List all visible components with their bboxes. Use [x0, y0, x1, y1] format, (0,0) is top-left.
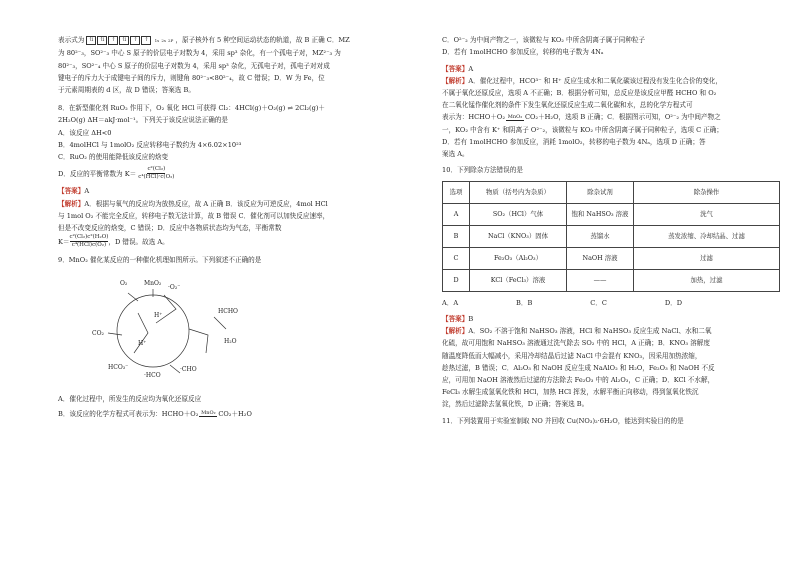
diagram-label-o2: O₂	[120, 279, 128, 287]
q9-expl-6: D．若有 1molHCHO 参加反应，消耗 1molO₂，转移的电子数为 4Nₐ，选项 D 正确；答	[442, 137, 706, 146]
diagram-label-cho: ·CHO	[180, 365, 197, 373]
reaction-arrow-line	[199, 416, 217, 417]
q9-expl-1: A．催化过程中，HCO³⁻ 和 H⁺ 反应生成水和二氧化碳该过程没有发生化合价的变化，	[468, 76, 722, 85]
q10-expl-3: 随温度降低而大幅减小，采用冷却结晶后过滤 NaCl 中会混有 KNO₃，因采用加热浓缩，	[442, 351, 702, 360]
q10-expl-1: A．SO₂ 不溶于饱和 NaHSO₃ 溶液，HCl 和 NaHSO₃ 反应生成 NaCl、水和二氧	[468, 327, 712, 336]
orbital-label-2s: 2s	[161, 38, 166, 44]
question-8	[58, 102, 398, 181]
table-cell: NaCl（KNO₃）固体	[470, 225, 567, 247]
q10-expl-6: FeCl₃ 水解生成氢氧化铁和 HCl，加热 HCl 挥发，水解平衡正向移动，得到氢氧化铁沉	[442, 388, 699, 397]
table-cell: KCl（FeCl₃）溶液	[470, 269, 567, 291]
table-row	[443, 269, 780, 291]
table-cell: ——	[567, 269, 634, 291]
answer-value: A	[468, 64, 474, 73]
q8-expl-fraction-numerator: c²(Cl₂)c²(H₂O)	[69, 234, 109, 241]
q8-option-b: B．4molHCl 与 1molO₂ 反应转移电子数约为 4×6.02×10²³	[58, 140, 242, 149]
impurity-removal-table	[442, 181, 780, 292]
table-header-cell: 选项	[443, 181, 470, 203]
q9-catalyst-label: MnO₂	[201, 410, 216, 417]
q9-option-a: A．催化过程中，所发生的反应均为氧化还原反应	[58, 394, 202, 403]
q9-expl-4-pre: 表示为：HCHO＋O₂	[442, 113, 505, 122]
q8-fraction	[138, 166, 174, 181]
q10-expl-5: 应，可用加 NaOH 溶液然后过滤的方法除去 Fe₂O₃ 中的 Al₂O₃，C 正确；D．KCl 不水解，	[442, 376, 715, 385]
q9-expl-3: 在二氧化锰作催化剂的条件下发生氧化还原反应生成二氧化碳和水，总的化学方程式可	[442, 101, 693, 110]
arrow-co2	[108, 333, 122, 335]
q9-expl-5: 一，KO₂ 中含有 K⁺ 和阴离子 O²⁻₂，该微粒与 KO₂ 中所含阴离子属于同种粒子，选项 C 正确；	[442, 125, 723, 134]
q10-expl-2: 化硫，故可用饱和 NaHSO₃ 溶液通过洗气除去 SO₂ 中的 HCl，A 正确；B．KNO₃ 溶解度	[442, 339, 710, 348]
right-column	[442, 34, 782, 431]
q9-expl-catalyst-arrow	[506, 114, 524, 124]
q9-answer	[442, 63, 782, 161]
arrow-inner	[134, 313, 148, 353]
table-cell: 饱和 NaHSO₃ 溶液	[567, 203, 634, 225]
q8-expl-4	[58, 234, 169, 249]
q10-option-d: D．D	[664, 298, 682, 307]
table-cell: NaOH 溶液	[567, 247, 634, 269]
intro-text-2: 为 80²⁻₃，SO²⁻₃ 中心 S 原子的价层电子对数为 4，采用 sp³ 杂化，有一个孤电子对，MZ²⁻₃ 为	[58, 49, 341, 58]
reaction-arrow-line	[506, 120, 524, 121]
table-cell: 过滤	[634, 247, 780, 269]
orbital-cell: ⇅	[86, 36, 96, 45]
q8-expl-2: 与 1mol O₂ 不能完全反应，转移电子数无法计算，故 B 错误 C．催化剂可以加快反应速率，	[58, 211, 330, 220]
q10-expl-4: 趁热过滤，B 错误；C．Al₂O₃ 和 NaOH 反应生成 NaAlO₂ 和 H₂O，Fe₂O₃ 和 NaOH 不反	[442, 363, 715, 372]
q9-expl-2: 不属于氧化还原反应，选项 A 不正确；B．根据分析可知，总反应是该反应甲醛 HCHO 和 O₂	[442, 89, 717, 97]
answer-value: B	[468, 315, 474, 323]
table-cell: Fe₂O₃（Al₂O₃）	[470, 247, 567, 269]
question-9-stem: 9．MnO₂ 催化某反应的一种催化机理如图所示。下列叙述不正确的是	[58, 256, 262, 265]
intro-text-1b: ，原子核外有 5 种空间运动状态的轨道，故 B 正确 C．MZ	[175, 36, 350, 45]
explanation-tag: 【解析】	[442, 76, 469, 85]
q9-options-right	[442, 34, 782, 58]
table-row	[443, 247, 780, 269]
arrow-hcho-in	[214, 317, 226, 329]
table-row	[443, 203, 780, 225]
q9-expl-catalyst-label: MnO₂	[507, 113, 523, 120]
table-header-row	[443, 181, 780, 203]
orbital-cell: ↑	[130, 36, 140, 45]
q9-option-c: C．O²⁻₂ 为中间产物之一，该微粒与 KO₂ 中所含阴离子属于同种粒子	[442, 36, 646, 44]
explanation-tag: 【解析】	[58, 199, 85, 208]
table-cell: 洗气	[634, 203, 780, 225]
table-cell: 蒸馏水	[567, 225, 634, 247]
diagram-label-hco3: HCO₃⁻	[108, 363, 129, 371]
diagram-label-co2: CO₂	[92, 329, 104, 337]
q10-answer	[442, 313, 782, 411]
q9-expl-7: 案选 A。	[442, 150, 469, 159]
orbital-cell: ⇅	[119, 36, 129, 45]
table-cell: C	[443, 247, 470, 269]
intro-text-3: 80²⁻₃，SO²⁻₄ 中心 S 原子的价层电子对数为 4，采用 sp³ 杂化，无孤电子对，孤电子对对成	[58, 61, 330, 70]
intro-paragraph	[58, 34, 398, 96]
orbital-label-1s: 1s	[154, 38, 160, 44]
q8-expl-fraction	[70, 234, 109, 249]
q9-options-left	[58, 393, 398, 420]
orbital-cell: ↑	[108, 36, 118, 45]
table-cell: 蒸发浓缩、冷却结晶、过滤	[634, 225, 780, 247]
q9-option-b-pre: B．该反应的化学方程式可表示为：HCHO＋O₂	[58, 409, 199, 418]
intro-text-1: 表示式为	[58, 36, 85, 45]
table-header-cell: 除杂操作	[634, 181, 780, 203]
table-cell: 加热，过滤	[634, 269, 780, 291]
table-cell: D	[443, 269, 470, 291]
question-11-stem: 11．下列装置用于实验室制取 NO 并回收 Cu(NO₃)₂·6H₂O，能达到实验目的的是	[442, 416, 684, 425]
q9-catalyst-arrow	[199, 410, 217, 420]
q8-option-a: A．该反应 ΔH<0	[58, 128, 112, 137]
q10-option-c: C．C	[590, 298, 607, 307]
arrow-o2	[128, 293, 138, 301]
answer-value: A	[84, 187, 90, 196]
table-header-cell: 除杂试剂	[567, 181, 634, 203]
q8-stem-1: 8．在新型催化剂 RuO₂ 作用下，O₂ 氧化 HCl 可获得 Cl₂：4HCl(g)＋O₂(g) ⇌ 2Cl₂(g)＋	[58, 104, 326, 113]
q9-option-b	[58, 408, 252, 420]
orbital-cell: ⇅	[97, 36, 107, 45]
q10-options	[442, 297, 682, 309]
left-column	[58, 34, 398, 424]
table-cell: B	[443, 225, 470, 247]
diagram-label-hco: ·HCO	[144, 371, 161, 379]
arrow-cho	[170, 365, 180, 373]
q10-expl-7: 淀，然后过滤除去氢氧化铁，D 正确；答案选 B。	[442, 400, 589, 409]
q8-option-d	[58, 166, 174, 181]
q8-answer	[58, 185, 398, 249]
arrow-hcho	[189, 329, 208, 353]
q8-expl-4-pre: K＝	[58, 237, 70, 246]
question-10-stem: 10．下列除杂方法错误的是	[442, 166, 523, 175]
q8-stem-2: 2H₂O(g) ΔH＝akJ·mol⁻¹。下列关于该反应说法正确的是	[58, 116, 228, 125]
q10-option-a: A．A	[442, 298, 459, 307]
q9-option-d: D．若有 1molHCHO 参加反应，转移的电子数为 4Nₐ	[442, 48, 604, 57]
q8-option-c: C．RuO₂ 的使用能降低该反应的焓变	[58, 152, 169, 161]
q9-expl-4	[442, 111, 721, 123]
q9-option-b-post: CO₂＋H₂O	[218, 409, 252, 418]
table-cell: SO₂（HCl）气体	[470, 203, 567, 225]
answer-tag: 【答案】	[442, 64, 469, 73]
q8-option-d-label: D．反应的平衡常数为 K＝	[58, 169, 137, 178]
orbital-cell: ↑	[141, 36, 151, 45]
q8-expl-1: A．根据与氧气的反应均为放热反应，故 A 正确 B．该反应为可逆反应，4mol HCl	[84, 199, 328, 208]
q10-option-b: B．B	[516, 298, 533, 307]
answer-tag: 【答案】	[58, 187, 85, 196]
table-cell: A	[443, 203, 470, 225]
q8-expl-fraction-denominator: c⁴(HCl)c(O₂)	[71, 242, 107, 249]
diagram-label-hcho: HCHO	[218, 307, 238, 315]
orbital-label-2p: 2P	[168, 38, 174, 44]
intro-text-4: 键电子的斥力大于成键电子间的斥力，则键角 80²⁻₃<80²⁻₄，故 C 错误；D．W 为 Fe，位	[58, 73, 325, 82]
cycle-circle	[117, 295, 189, 367]
table-row	[443, 225, 780, 247]
q8-fraction-denominator: c⁴(HCl)·c(O₂)	[138, 174, 175, 181]
diagram-label-h-plus-2: H⁺	[138, 339, 147, 347]
orbital-diagram	[86, 34, 152, 46]
table-header-cell: 物质（括号内为杂质）	[470, 181, 567, 203]
q9-expl-4-post: CO₂＋H₂O，选项 B 正确；C．根据图示可知，O²⁻₂ 为中间产物之	[524, 113, 721, 122]
explanation-tag: 【解析】	[442, 327, 469, 336]
q8-fraction-numerator: c²(Cl₂)	[147, 166, 166, 173]
catalysis-cycle-diagram	[68, 273, 268, 383]
diagram-label-superoxide: ·O₂⁻	[168, 283, 181, 291]
diagram-label-mno2: MnO₂	[144, 279, 162, 287]
intro-text-5: 于元素周期表的 d 区，故 D 错误；答案选 B。	[58, 85, 195, 94]
diagram-label-h2o: H₂O	[224, 337, 237, 345]
diagram-label-h-plus: H⁺	[154, 311, 163, 319]
answer-tag: 【答案】	[442, 315, 469, 323]
q8-expl-3: 但是不改变反应的焓变，C 错误；D．反应中各物质状态均为气态，平衡常数	[58, 223, 282, 232]
q8-expl-4-post: ，D 错误。故选 A。	[108, 237, 169, 246]
